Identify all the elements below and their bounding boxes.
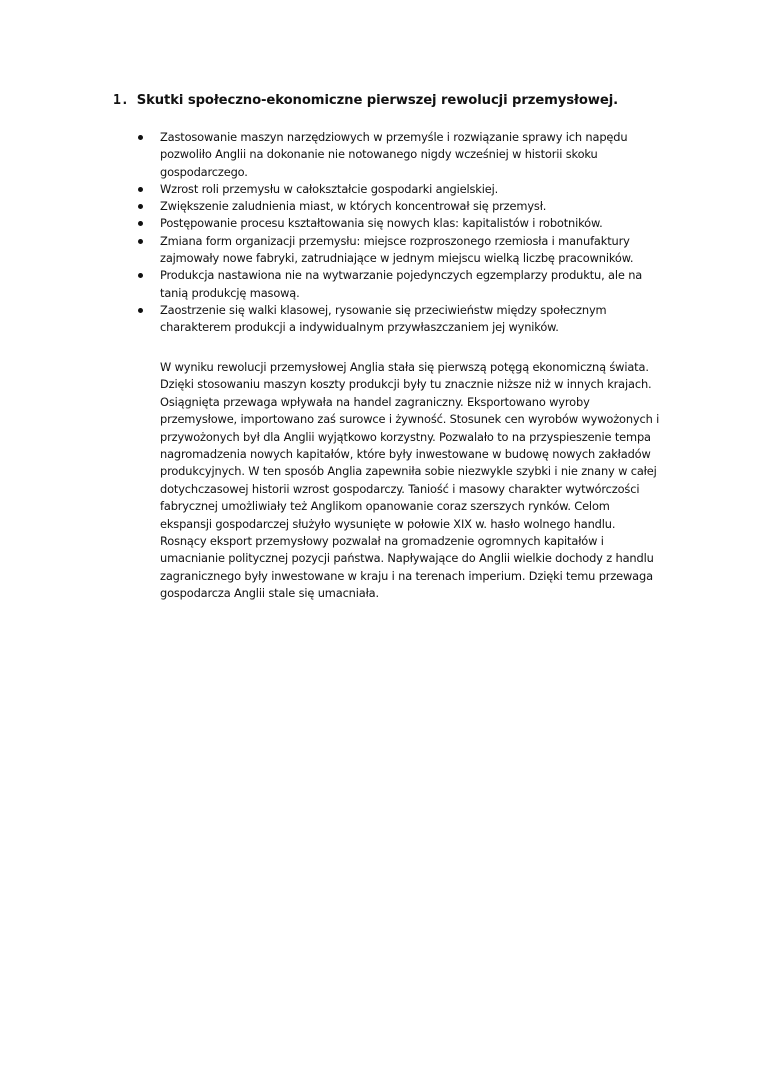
section-heading: [113, 92, 673, 110]
section-number: 1.: [113, 93, 129, 108]
body-paragraph: W wyniku rewolucji przemysłowej Anglia stała się pierwszą potęgą ekonomiczną świata. Dzięki stosowaniu maszyn koszty produkcji były tu znacznie niższe niż w innych krajach. Osiągnięta przewaga wpływała na handel zagraniczny. Eksportowano wyroby przemysłowe, importowano zaś surowce i żywność. Stosunek cen wyrobów wywożonych i przywożonych był dla Anglii wyjątkowo korzystny. Pozwalało to na przyspieszenie tempa nagromadzenia nowych kapitałów, które były inwestowane w budowę nowych zakładów produkcyjnych. W ten sposób Anglia zapewniła sobie niezwykle szybki i nie znany w całej dotychczasowej historii wzrost gospodarczy. Taniość i masowy charakter wytwórczości fabrycznej umożliwiały też Anglikom opanowanie coraz szerszych rynków. Celom ekspansji gospodarczej służyło wysunięte w połowie XIX w. hasło wolnego handlu. Rosnący eksport przemysłowy pozwalał na gromadzenie ogromnych kapitałów i umacnianie politycznej pozycji państwa. Napływające do Anglii wielkie dochody z handlu zagranicznego były inwestowane w kraju i na terenach imperium. Dzięki temu przewaga gospodarcza Anglii stale się umacniała.: [160, 360, 660, 601]
bullet-icon: [138, 273, 143, 278]
bullet-icon: [138, 239, 143, 244]
list-item-text: Zaostrzenie się walki klasowej, rysowanie się przeciwieństw między społecznym charakterem produkcji a indywidualnym przywłaszczaniem jej wyników.: [160, 302, 607, 335]
bullet-icon: [138, 221, 143, 226]
list-item: [138, 233, 668, 268]
list-item: [138, 302, 668, 337]
list-item-text: Zmiana form organizacji przemysłu: miejsce rozproszonego rzemiosła i manufaktury zajmowały nowe fabryki, zatrudniające w jednym miejscu wielką liczbę pracowników.: [160, 233, 634, 266]
bullet-icon: [138, 187, 143, 192]
list-item: [138, 129, 668, 181]
list-item-text: Postępowanie procesu kształtowania się nowych klas: kapitalistów i robotników.: [160, 216, 603, 231]
list-item: [138, 198, 668, 215]
list-item-text: Wzrost roli przemysłu w całokształcie gospodarki angielskiej.: [160, 181, 499, 196]
list-item: [138, 267, 668, 302]
bullet-icon: [138, 135, 143, 140]
bullet-icon: [138, 308, 143, 313]
bullet-list: [138, 129, 668, 337]
list-item-text: Produkcja nastawiona nie na wytwarzanie pojedynczych egzemplarzy produktu, ale na tanią produkcję masową.: [160, 268, 643, 300]
bullet-icon: [138, 204, 143, 209]
list-item-text: Zwiększenie zaludnienia miast, w których koncentrował się przemysł.: [160, 199, 547, 214]
list-item: [138, 215, 668, 232]
list-item-text: Zastosowanie maszyn narzędziowych w przemyśle i rozwiązanie sprawy ich napędu pozwoliło Anglii na dokonanie nie notowanego nigdy wcześniej w historii skoku gospodarczego.: [160, 130, 628, 179]
section-title: Skutki społeczno-ekonomiczne pierwszej rewolucji przemysłowej.: [136, 93, 619, 108]
list-item: [138, 181, 668, 198]
